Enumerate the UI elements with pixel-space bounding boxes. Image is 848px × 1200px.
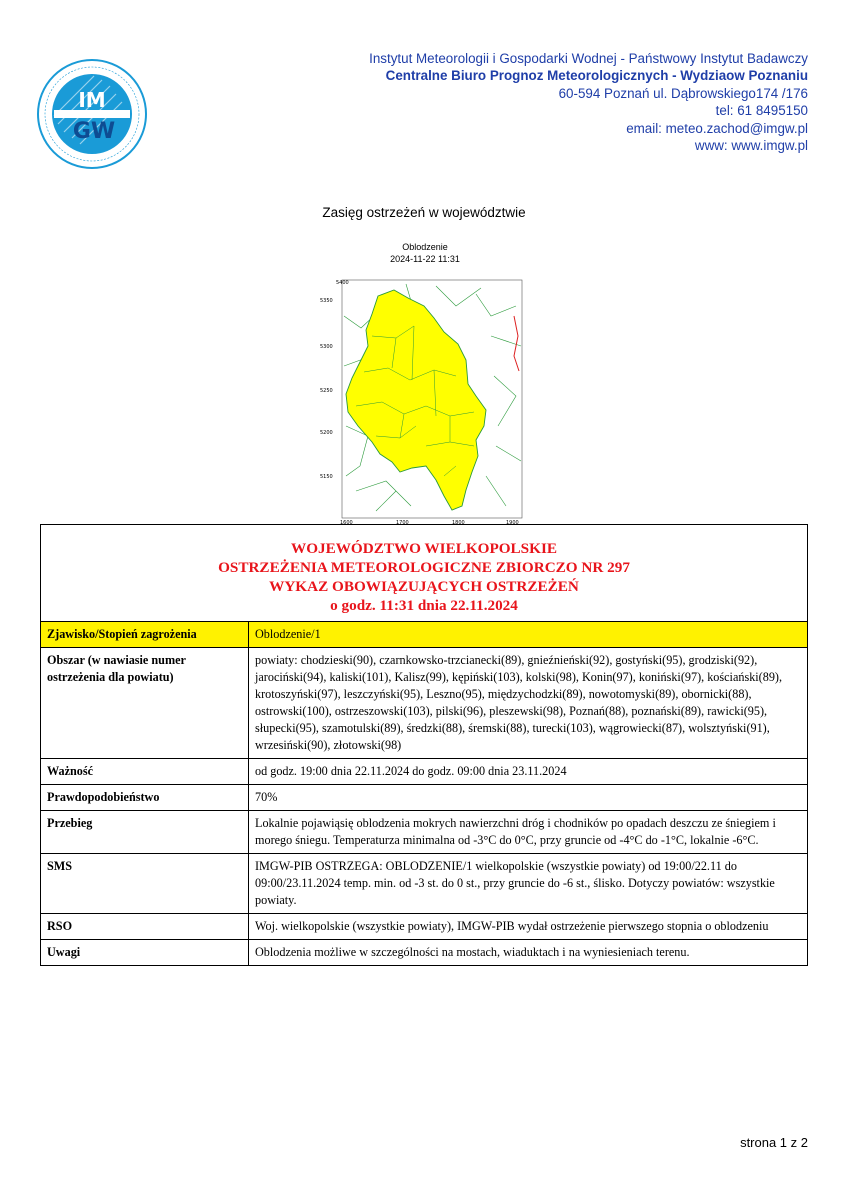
email: email: meteo.zachod@imgw.pl bbox=[626, 120, 808, 136]
address: 60-594 Poznań ul. Dąbrowskiego174 /176 bbox=[558, 85, 808, 101]
website: www: www.imgw.pl bbox=[694, 138, 808, 154]
page-number: strona 1 z 2 bbox=[740, 1135, 808, 1150]
row-value: Woj. wielkopolskie (wszystkie powiaty), IMGW-PIB wydał ostrzeżenie pierwszego stopnia o oblodzeniu bbox=[249, 914, 808, 940]
map-caption: Zasięg ostrzeżeń w województwie bbox=[322, 205, 526, 220]
map-y-tick: 5250 bbox=[320, 388, 333, 394]
row-label: SMS bbox=[41, 854, 249, 914]
row-value: Lokalnie pojawiąsię oblodzenia mokrych nawierzchni dróg i chodników po opadach deszczu ze śniegiem i morego śniegu. Temperaturza minimalna od -3°C do 0°C, przy gruncie od -4°C do -1°C, lokalnie -6°C. bbox=[249, 811, 808, 854]
row-label: Prawdopodobieństwo bbox=[41, 785, 249, 811]
table-row bbox=[41, 785, 808, 811]
row-value: powiaty: chodzieski(90), czarnkowsko-trzcianecki(89), gnieźnieński(92), gostyński(95), grodziski(92), jarociński(94), kaliski(101), Kalisz(99), kępiński(103), kolski(98), Konin(97), koniński(97), kościański(89), krotoszyński(97), leszczyński(95), Leszno(95), międzychodzki(89), nowotomyski(89), obornicki(88), ostrowski(100), ostrzeszowski(103), pilski(96), pleszewski(98), Poznań(88), poznański(89), rawicki(95), słupecki(95), szamotulski(89), średzki(88), śremski(88), turecki(103), wągrowiecki(87), wolsztyński(91), wrzesiński(90), złotowski(98) bbox=[249, 648, 808, 759]
warning-map bbox=[316, 276, 526, 524]
row-label: Uwagi bbox=[41, 940, 249, 966]
warning-table bbox=[40, 524, 808, 966]
table-row bbox=[41, 622, 808, 648]
row-label: RSO bbox=[41, 914, 249, 940]
row-value: Oblodzenie/1 bbox=[249, 622, 808, 648]
row-value: od godz. 19:00 dnia 22.11.2024 do godz. 09:00 dnia 23.11.2024 bbox=[249, 759, 808, 785]
map-y-tick: 5150 bbox=[320, 474, 333, 480]
map-x-tick: 1900 bbox=[506, 520, 519, 524]
warning-title-block bbox=[41, 525, 808, 622]
map-title: Oblodzenie bbox=[402, 242, 448, 252]
map-y-tick: 5350 bbox=[320, 298, 333, 304]
row-label: Zjawisko/Stopień zagrożenia bbox=[41, 622, 249, 648]
map-x-tick: 1700 bbox=[396, 520, 409, 524]
table-row bbox=[41, 914, 808, 940]
row-value: IMGW-PIB OSTRZEGA: OBLODZENIE/1 wielkopolskie (wszystkie powiaty) od 19:00/22.11 do 09:00/23.11.2024 temp. min. od -3 st. do 0 st., przy gruncie do -6 st., ślisko. Dotyczy powiatów: wszystkie powiaty. bbox=[249, 854, 808, 914]
table-row bbox=[41, 940, 808, 966]
map-y-tick: 5300 bbox=[320, 344, 333, 350]
row-label: Przebieg bbox=[41, 811, 249, 854]
row-value: Oblodzenia możliwe w szczególności na mostach, wiaduktach i na wyniesieniach terenu. bbox=[249, 940, 808, 966]
map-datetime: 2024-11-22 11:31 bbox=[390, 254, 460, 264]
table-row bbox=[41, 854, 808, 914]
map-x-tick: 1600 bbox=[340, 520, 353, 524]
map-y-tick: 5200 bbox=[320, 430, 333, 436]
table-row bbox=[41, 648, 808, 759]
table-row bbox=[41, 811, 808, 854]
row-label: Ważność bbox=[41, 759, 249, 785]
warning-title-voivodeship: WOJEWÓDZTWO WIELKOPOLSKIE bbox=[291, 540, 557, 557]
warning-title-time: o godz. 11:31 dnia 22.11.2024 bbox=[330, 597, 518, 614]
phone: tel: 61 8495150 bbox=[715, 103, 808, 119]
office-name: Centralne Biuro Prognoz Meteorologicznych - Wydziaow Poznaniu bbox=[385, 68, 808, 84]
warning-title-list: WYKAZ OBOWIĄZUJĄCYCH OSTRZEŻEŃ bbox=[269, 578, 579, 595]
institute-header bbox=[369, 50, 808, 154]
logo-initials-bottom: GW bbox=[72, 119, 116, 144]
warning-title-summary: OSTRZEŻENIA METEOROLOGICZNE ZBIORCZO NR 297 bbox=[218, 559, 630, 576]
row-value: 70% bbox=[249, 785, 808, 811]
logo-initials-top: IM bbox=[78, 88, 106, 112]
map-corner-label: 5400 bbox=[336, 280, 349, 286]
map-x-tick: 1800 bbox=[452, 520, 465, 524]
table-row bbox=[41, 759, 808, 785]
imgw-logo bbox=[36, 58, 148, 170]
row-label: Obszar (w nawiasie numer ostrzeżenia dla powiatu) bbox=[41, 648, 249, 759]
institute-name: Instytut Meteorologii i Gospodarki Wodnej - Państwowy Instytut Badawczy bbox=[369, 51, 808, 66]
